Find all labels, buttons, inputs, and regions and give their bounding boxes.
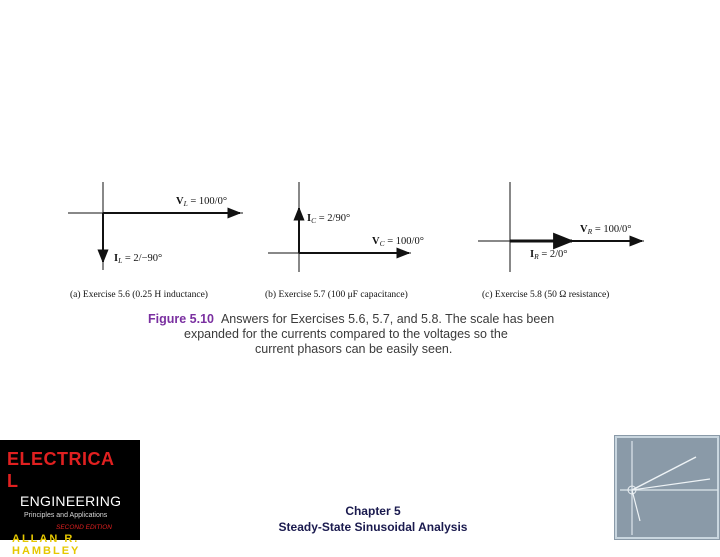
phasor-diagram-c [478, 182, 644, 300]
book-title-line-3: ENGINEERING [20, 493, 122, 509]
chapter-number: Chapter 5 [345, 504, 401, 518]
book-title-line-1: ELECTRICA [7, 449, 115, 469]
figure-label: Figure 5.10 [148, 312, 214, 326]
panel-caption-c: (c) Exercise 5.8 (50 Ω resistance) [482, 290, 610, 300]
phasor-diagram-b [265, 182, 424, 300]
caption-line-3: current phasors can be easily seen. [255, 342, 453, 356]
voltage-label-b: VC = 100/0° [372, 236, 424, 248]
book-edition: SECOND EDITION [56, 524, 112, 531]
current-label-c: IR = 2/0° [530, 249, 568, 261]
current-label-a: IL = 2/−90° [114, 253, 163, 265]
figure-caption [148, 312, 588, 357]
book-cover [0, 440, 140, 557]
book-subtitle: Principles and Applications [24, 512, 108, 519]
voltage-label-c: VR = 100/0° [580, 224, 632, 236]
caption-line-2: expanded for the currents compared to the voltages so the [184, 327, 508, 341]
phasor-diagram-a [68, 182, 243, 300]
book-title-line-2: L [7, 471, 19, 491]
phasor-logo-icon [614, 435, 720, 540]
caption-line-1 [148, 312, 588, 327]
panel-caption-b: (b) Exercise 5.7 (100 μF capacitance) [265, 290, 408, 300]
panel-caption-a: (a) Exercise 5.6 (0.25 H inductance) [70, 290, 208, 300]
voltage-label-a: VL = 100/0° [176, 196, 228, 208]
chapter-title: Steady-State Sinusoidal Analysis [278, 520, 468, 534]
caption-text-1: Answers for Exercises 5.6, 5.7, and 5.8. The scale has been [220, 312, 555, 326]
book-author: ALLAN R. HAMBLEY [12, 533, 81, 557]
current-label-b: IC = 2/90° [307, 213, 351, 225]
book-title [7, 448, 115, 492]
chapter-footer [255, 503, 491, 535]
